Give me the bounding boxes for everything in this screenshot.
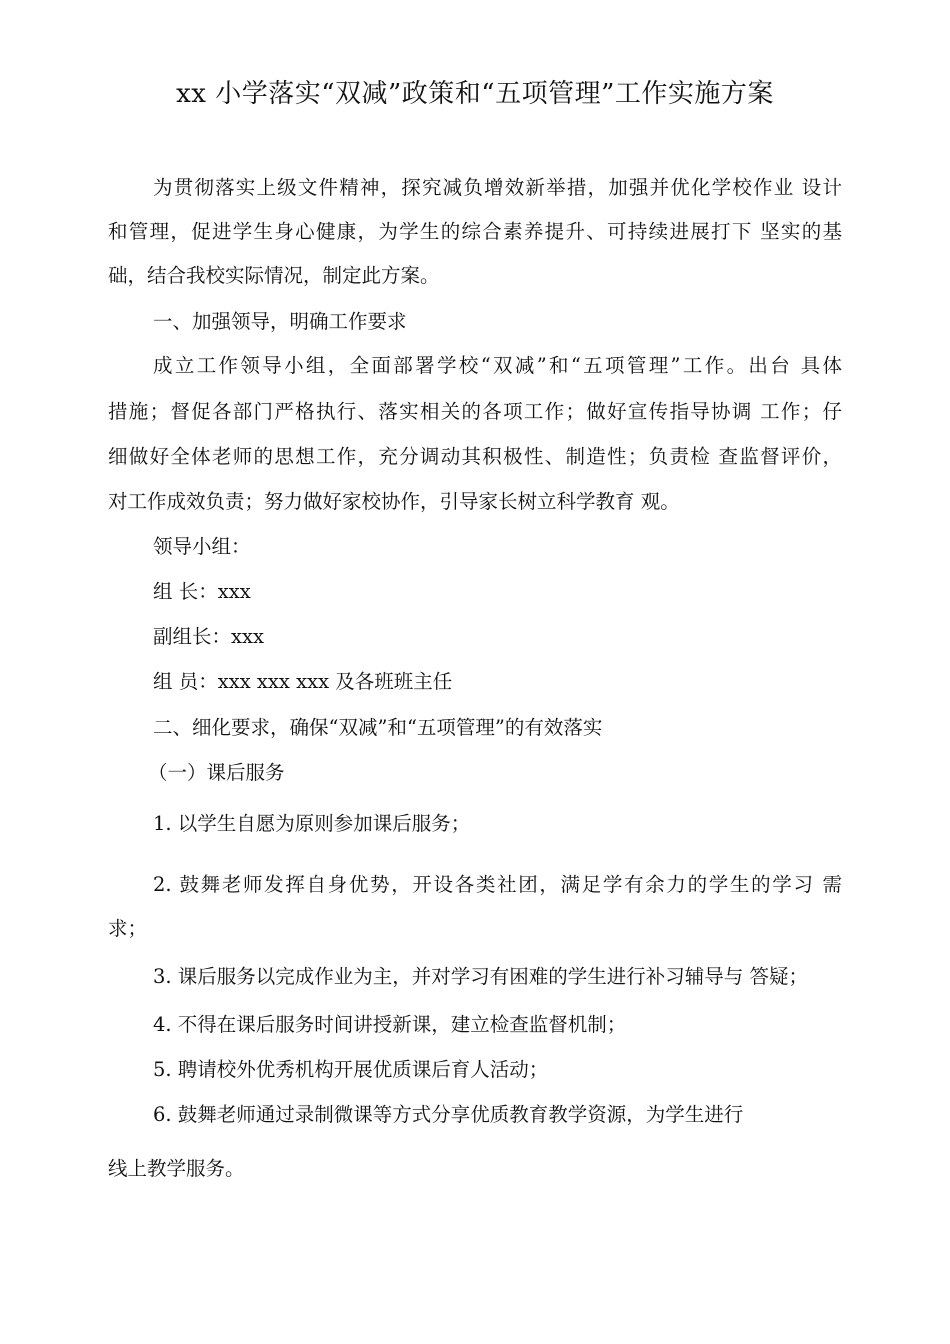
item-6-line-2: 线上教学服务。 [108, 1157, 245, 1180]
item-4: 4. 不得在课后服务时间讲授新课，建立检查监督机制； [153, 1013, 627, 1036]
item-6-line-1: 6. 鼓舞老师通过录制微课等方式分享优质教育教学资源，为学生进行 [153, 1103, 744, 1126]
leadership-group-label: 领导小组： [153, 535, 251, 558]
intro-line-1: 为贯彻落实上级文件精神，探究减负增效新举措，加强并优化学校作业 设计 [153, 176, 842, 199]
group-leader: 组 长：xxx [153, 580, 251, 603]
section1-para-line-2: 措施；督促各部门严格执行、落实相关的各项工作；做好宣传指导协调 工作；仔 [108, 400, 842, 423]
section1-para-line-3: 细做好全体老师的思想工作，充分调动其积极性、制造性；负责检 查监督评价， [108, 445, 842, 468]
section2-heading: 二、细化要求，确保“双减”和“五项管理”的有效落实 [153, 716, 603, 739]
document-title: xx 小学落实“双减”政策和“五项管理”工作实施方案 [176, 79, 774, 109]
section1-para-line-4: 对工作成效负责；努力做好家校协作，引导家长树立科学教育 观。 [108, 490, 680, 513]
item-3: 3. 课后服务以完成作业为主，并对学习有困难的学生进行补习辅导与 答疑； [153, 965, 809, 988]
subsection-after-school-service: （一）课后服务 [148, 761, 285, 784]
section1-heading: 一、加强领导，明确工作要求 [153, 310, 407, 333]
intro-line-2: 和管理，促进学生身心健康，为学生的综合素养提升、可持续进展打下 坚实的基 [108, 220, 842, 243]
item-1: 1. 以学生自愿为原则参加课后服务； [153, 812, 471, 835]
group-members: 组 员：xxx xxx xxx 及各班班主任 [153, 670, 453, 693]
item-2-line-1: 2. 鼓舞老师发挥自身优势，开设各类社团，满足学有余力的学生的学习 需 [153, 873, 842, 896]
section1-para-line-1: 成立工作领导小组，全面部署学校“双减”和“五项管理”工作。出台 具体 [153, 354, 842, 377]
item-5: 5. 聘请校外优秀机构开展优质课后育人活动； [153, 1058, 549, 1081]
item-2-line-2: 求； [108, 917, 148, 940]
intro-line-3: 础，结合我校实际情况，制定此方案。 [108, 264, 440, 287]
deputy-leader: 副组长：xxx [153, 625, 264, 648]
